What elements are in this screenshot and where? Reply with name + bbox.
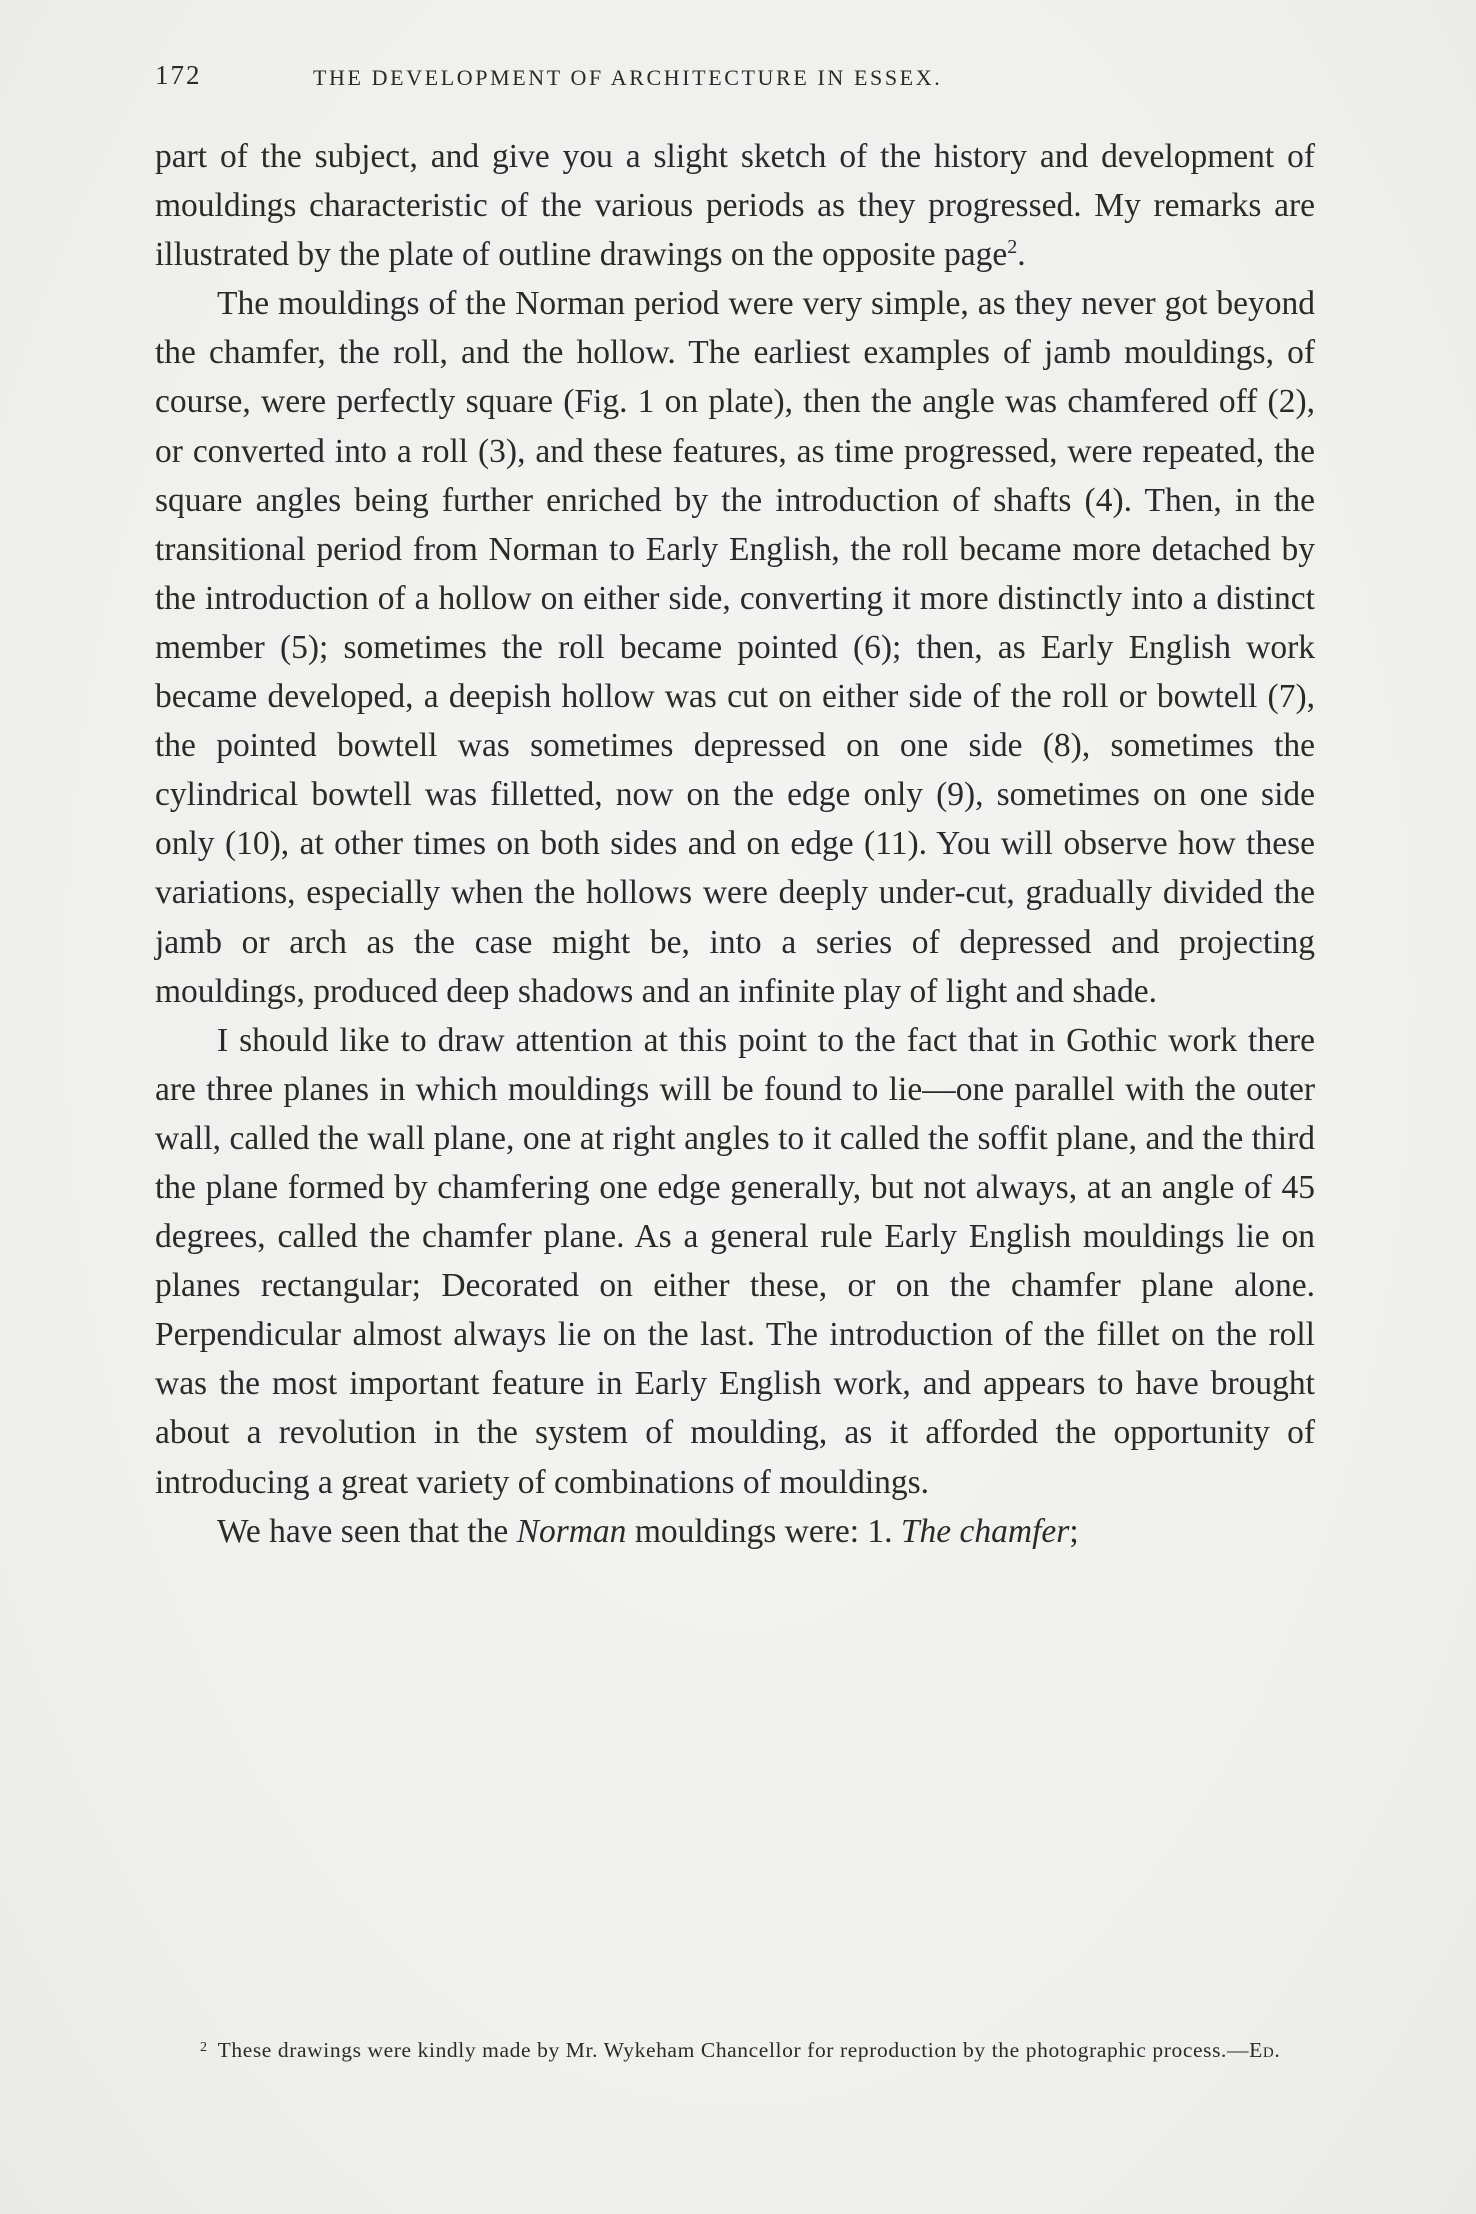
- paragraph-4-middle: mouldings were: 1.: [634, 1512, 893, 1550]
- paragraph-2: The mouldings of the Norman period were very simple, as they never got beyond the chamfer, the roll, and the hollow. The earliest examples of jamb mouldings, of course, were perfectly square (Fig. 1 on plate), then the angle was chamfered off (2), or converted into a roll (3), and these features, as time progressed, were repeated, the square angles being further enriched by the introduction of shafts (4). Then, in the transitional period from Norman to Early English, the roll became more detached by the introduction of a hollow on either side, converting it more distinctly into a distinct member (5); sometimes the roll became pointed (6); then, as Early English work became developed, a deepish hollow was cut on either side of the roll or bowtell (7), the pointed bowtell was sometimes depressed on one side (8), sometimes the cylindrical bowtell was filletted, now on the edge only (9), sometimes on one side only (10), at other times on both sides and on edge (11). You will observe how these variations, especially when the hollows were deeply under-cut, gradually divided the jamb or arch as the case might be, into a series of depressed and projecting mouldings, produced deep shadows and an infinite play of light and shade.: [155, 285, 1315, 1010]
- footnote-text: These drawings were kindly made by Mr. Wykeham Chancellor for reproduction by the photographic process.—: [217, 2038, 1250, 2062]
- running-title: THE DEVELOPMENT OF ARCHITECTURE IN ESSEX.: [313, 65, 943, 90]
- footnote-end: .: [1274, 2038, 1281, 2062]
- paragraph-1-text: part of the subject, and give you a slight sketch of the history and development of mouldings characteristic of the various periods as they progressed. My remarks are illustrated by the plate of outline drawings on the opposite page: [155, 138, 1315, 274]
- paragraph-1: [155, 132, 1315, 279]
- paragraph-1-end: .: [1017, 236, 1026, 274]
- main-text: [155, 132, 1315, 1556]
- paragraph-4: [155, 1507, 1315, 1556]
- footnote-reference[interactable]: 2: [1007, 236, 1018, 259]
- running-header: [155, 60, 1320, 100]
- paragraph-4-start: We have seen that the: [217, 1512, 509, 1550]
- paragraph-4-end: ;: [1069, 1512, 1079, 1550]
- footnote-editor: Ed: [1249, 2038, 1275, 2062]
- page-number: 172: [155, 60, 202, 90]
- footnote-mark: 2: [200, 2040, 208, 2055]
- footnote: [155, 2032, 1315, 2066]
- paragraph-4-italic-chamfer: The chamfer: [900, 1512, 1070, 1550]
- paragraph-3: I should like to draw attention at this point to the fact that in Gothic work there are three planes in which mouldings will be found to lie—one parallel with the outer wall, called the wall plane, one at right angles to it called the soffit plane, and the third the plane formed by chamfering one edge generally, but not always, at an angle of 45 degrees, called the chamfer plane. As a general rule Early English mouldings lie on planes rectangular; Decorated on either these, or on the chamfer plane alone. Perpendicular almost always lie on the last. The introduction of the fillet on the roll was the most important feature in Early English work, and appears to have brought about a revolution in the system of moulding, as it afforded the opportunity of introducing a great variety of combinations of mouldings.: [155, 1021, 1315, 1501]
- paragraph-4-italic-norman: Norman: [516, 1512, 627, 1550]
